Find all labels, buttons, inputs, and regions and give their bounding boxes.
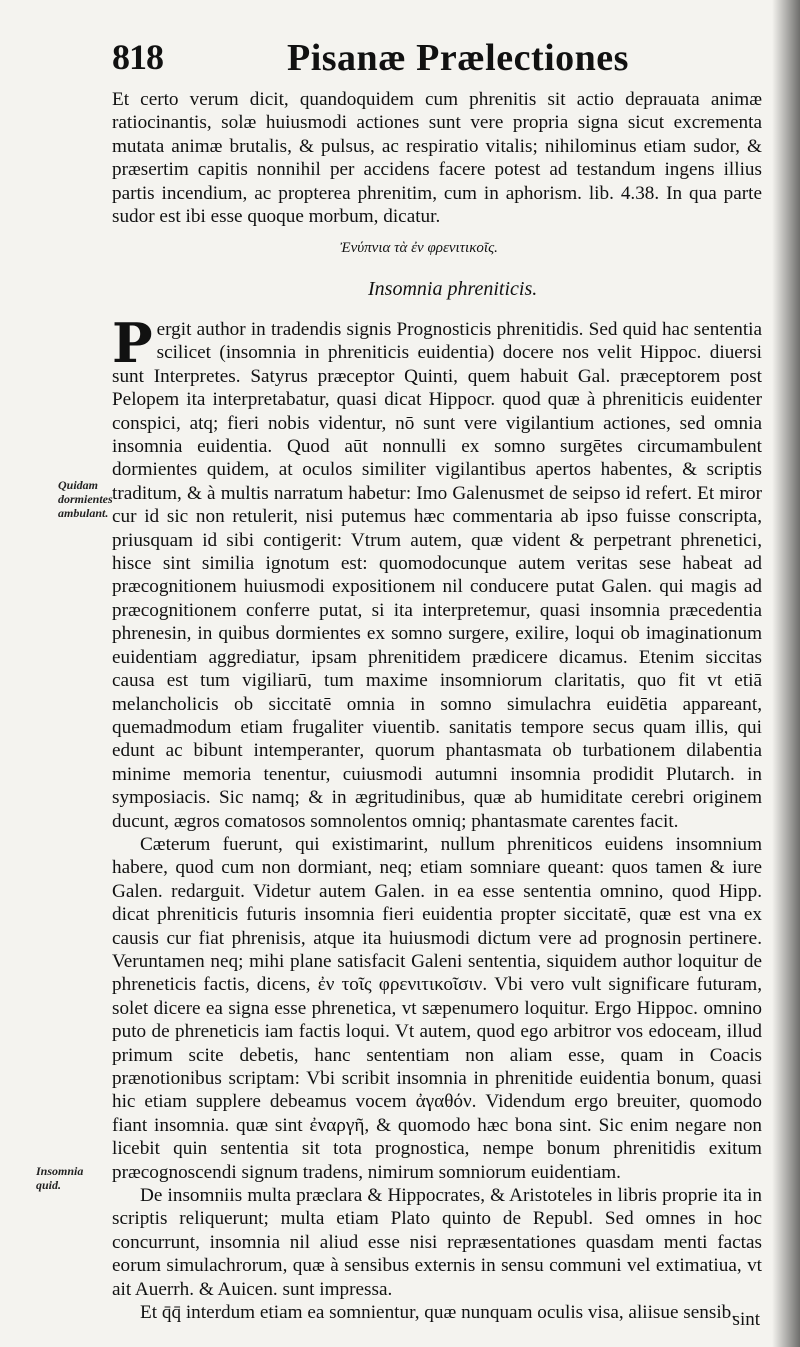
main-text <box>112 311 762 1324</box>
catchword: sint <box>732 1309 760 1330</box>
paragraph-2: Cæterum fuerunt, qui existimarint, nullum phreniticos euidens insomnium habere, quod cum non dormiant, neq; etiam somniare queant: quos tamen & iure Galen. redarguit. Videtur autem Galen. in ea esse sententia omnino, quod Hipp. dicat phreniticis futuris insomnia fieri euidentia propter siccitatē, quæ est vna ex causis cur fiat phrenisis, atque ita huiusmodi dictum vere ad prognosin pertinere. Veruntamen neq; mihi plane satisfacit Galeni sententia, siquidem author loquitur de phreneticis factis, dicens, ἐν τοῖς φρενιτικοῖσιν. Vbi vero vult significare futuram, solet dicere ea signa esse phrenetica, vt sæpenumero loquitur. Ergo Hippoc. omnino puto de phreneticis iam factis loqui. Vt autem, quod ego arbitror vos edoceam, illud primum scite debetis, hanc sententiam non aliam esse, quam in Coacis prænotionibus scriptam: Vbi scribit insomnia in phrenitide euidentia bonum, quasi hic etiam supplere debeamus vocem ἀγαθόν. Videndum ergo breuiter, quomodo fiant insomnia. quæ sint ἐναργῆ, & quomodo hæc bona sint. Sic enim negare non licebit quin sententia sit tota prognostica, nempe bonum phrenitidis exitum præcognoscendi signum tradens, nimirum somniorum euidentiam. <box>112 833 762 1183</box>
paragraph-1 <box>112 311 762 833</box>
running-title: Pisanæ Prælectiones <box>287 37 629 79</box>
paragraph-3: De insomniis multa præclara & Hippocrates, & Aristoteles in libris proprie ita in scriptis reliquerunt; multa etiam Plato quinto de Republ. Sed omnes in hoc concurrunt, insomnia nil aliud esse nisi repræsentationes quasdam menti factas eorum simulachrorum, quæ à sensibus externis in sensu communi vel extimatiua, vt ait Auerrh. & Auicen. sunt impressa. <box>112 1185 762 1300</box>
intro-paragraph: Et certo verum dicit, quandoquidem cum phrenitis sit actio deprauata animæ ratiocinantis, solæ huiusmodi actiones sunt vere propria signa sicut excrementa mutata animæ brutalis, & pulsus, ac respiratio vitalis; nihilominus etiam sudor, & præsertim capitis nonnihil per accidens facere potest ad testandum ingens illius partis incendium, ac propterea phrenitim, cum in aphorism. lib. 4.38. In qua parte sudor est ibi esse quoque morbum, dicatur. <box>112 89 762 228</box>
greek-heading: Ἐνύπνια τὰ ἐν φρενιτικοῖς. <box>340 240 498 256</box>
drop-capital: P <box>112 311 153 375</box>
margin-note-insomnia: Insomnia quid. <box>36 1164 84 1192</box>
intro-block <box>112 88 762 228</box>
margin-note-sleepwalkers: Quidam dormientes ambulant. <box>58 478 113 520</box>
page-header <box>112 36 760 86</box>
page-number: 818 <box>112 37 163 77</box>
page-edge-shadow <box>772 0 800 1347</box>
section-title: Insomnia phreniticis. <box>368 278 538 300</box>
paragraph-1-text: ergit author in tradendis signis Prognosticis phrenitidis. Sed quid hac sententia scilicet (insomnia in phreniticis euidentia) docere nos velit Hippoc. diuersi sunt Interpretes. Satyrus præceptor Quinti, quem habuit Gal. præceptorem post Pelopem ita interpretabatur, quasi dicat Hippocr. quod quæ à phreniticis euidenter conspici, atq; fieri nobis videntur, nō sunt vere vigilantium actiones, sed omnia insomnia euidentia. Quod aūt nonnulli ex somno surgētes circumambulent dormientes quidem, at oculos similiter vigilantibus apertos habentes, & scriptis traditum, & à multis narratum habetur: Imo Galenusmet de seipso id refert. Et miror cur id sic non retulerit, nisi putemus hæc commentaria ab ipso fuisse conscripta, priusquam id sibi contigerit: Vtrum autem, quæ vident & perpetrant phrenetici, hisce sint similia ignotum est: quomodocunque autem veritas sese habeat ad præcognitionem huiusmodi expositionem nil conducere putat Galen. qui magis ad præcognitionem conferre putat, si ita interpretemur, quasi insomnia præcedentia phrenesin, in quibus dormientes ex somno surgere, exilire, loqui ob imaginationum euidentiam aggrediatur, ipsam phrenitidem prædicere dicamus. Etenim siccitas causa est tum vigiliarū, tum maxime insomniorum claritatis, quo fit vt etiā melancholicis ob siccitatē omnia in somno simulachra euidētia appareant, quemadmodum etiam frugaliter viuentib. sanitatis tempore secus quam illis, qui edunt ac bibunt intemperanter, quorum phantasmata ob turbationem dilabentia minime memoria tenentur, cuiusmodi autumni insomnia prodidit Plutarch. in symposiacis. Sic namq; & in ægritudinibus, quæ ab humiditate cerebri originem ducunt, ægros comatosos somnolentos omniq; phantasmate carentes facit. <box>112 319 762 832</box>
paragraph-4: Et q̄q̄ interdum etiam ea somnientur, quæ nunquam oculis visa, aliisue sensib. <box>140 1302 737 1324</box>
